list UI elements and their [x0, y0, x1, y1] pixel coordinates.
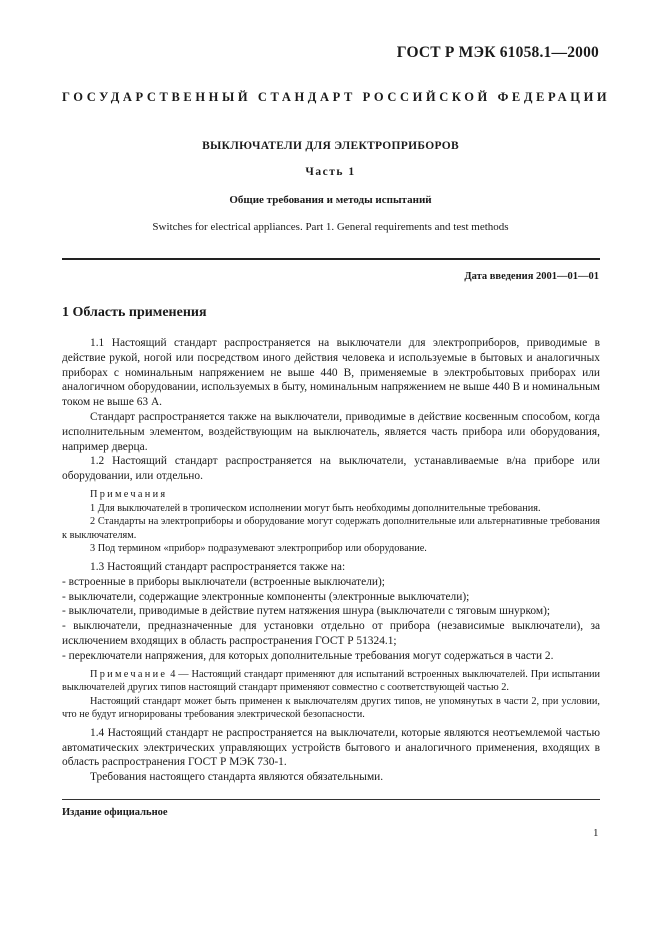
- gost-number: ГОСТ Р МЭК 61058.1—2000: [396, 44, 599, 61]
- part-number: Часть 1: [305, 166, 356, 178]
- state-standard-title: ГОСУДАРСТВЕННЫЙ СТАНДАРТ РОССИЙСКОЙ ФЕДЕРАЦИИ: [62, 90, 611, 104]
- note-1: 1 Для выключателей в тропическом исполнении могут быть необходимы дополнительные требования.: [90, 502, 541, 514]
- paragraph-1-4: 1.4 Настоящий стандарт не распространяется на выключатели, которые являются неотъемлемой частью автоматических электрических управляющих устройств бытового и аналогичного применения, входящих в область распространения ГОСТ Р МЭК 730-1.: [62, 726, 600, 769]
- note-3: 3 Под термином «прибор» подразумевают электроприбор или оборудование.: [90, 543, 427, 555]
- paragraph-1-1b: Стандарт распространяется также на выключатели, приводимые в действие косвенным способом, когда исполнительным элементом, воздействующим на выключатель, является часть прибора или оборудования, например дверца.: [62, 410, 600, 453]
- list-item: - выключатели, приводимые в действие путем натяжения шнура (выключатели с тяговым шнурком);: [62, 605, 551, 618]
- document-subtitle: Общие требования и методы испытаний: [229, 194, 432, 206]
- note-4-label: Примечание: [90, 668, 168, 680]
- introduction-date: Дата введения 2001—01—01: [464, 271, 599, 282]
- note-4-continued: Настоящий стандарт может быть применен к выключателям других типов, не упомянутых в части 2, при условии, что не будут игнорированы требования электрической безопасности.: [62, 695, 600, 721]
- edition-label: Издание официальное: [62, 807, 168, 818]
- notes-title: Примечания: [90, 488, 168, 500]
- note-4-text: 4 — Настоящий стандарт применяют для испытаний встроенных выключателей. При испытании выключателей других типов настоящий стандарт применяют совместно с соответствующей частью 2.: [62, 668, 601, 694]
- section-body: [62, 336, 600, 785]
- notes-block: [62, 488, 600, 556]
- document-title: ВЫКЛЮЧАТЕЛИ ДЛЯ ЭЛЕКТРОПРИБОРОВ: [202, 140, 459, 152]
- list-item: - переключатели напряжения, для которых дополнительные требования могут содержаться в части 2.: [62, 649, 554, 662]
- note-4: [62, 668, 600, 695]
- list-item: - встроенные в приборы выключатели (встроенные выключатели);: [62, 575, 385, 588]
- list-item: - выключатели, содержащие электронные компоненты (электронные выключатели);: [62, 590, 470, 603]
- paragraph-1-1: 1.1 Настоящий стандарт распространяется на выключатели для электроприборов, приводимые в действие рукой, ногой или посредством иного действия человека и используемые в бытовых и аналогичных приборах с номинальным напряжением не выше 440 В, применяемые в электробытовых приборах или аналогичном оборудовании, используемых в быту, номинальным напряжением не выше 440 В и номинальным током не выше 63 А.: [62, 337, 600, 409]
- list-item: - выключатели, предназначенные для установки отдельно от прибора (независимые выключатели), за исключением входящих в область распространения ГОСТ Р 51324.1;: [62, 620, 600, 647]
- footer-divider: [62, 799, 600, 800]
- paragraph-1-2: 1.2 Настоящий стандарт распространяется на выключатели, устанавливаемые в/на приборе или оборудовании, или отдельно.: [62, 455, 600, 483]
- page-number: 1: [593, 827, 599, 839]
- paragraph-1-3: 1.3 Настоящий стандарт распространяется также на:: [90, 560, 346, 573]
- note-2: 2 Стандарты на электроприборы и оборудование могут содержать дополнительные или альтернативные требования к выключателям.: [62, 516, 600, 541]
- section-heading: 1 Область применения: [62, 305, 207, 320]
- paragraph-1-4b: Требования настоящего стандарта являются обязательными.: [90, 771, 384, 784]
- english-title: Switches for electrical appliances. Part 1. General requirements and test methods: [152, 221, 509, 233]
- header-divider: [62, 258, 600, 260]
- note-4-block: [62, 668, 600, 722]
